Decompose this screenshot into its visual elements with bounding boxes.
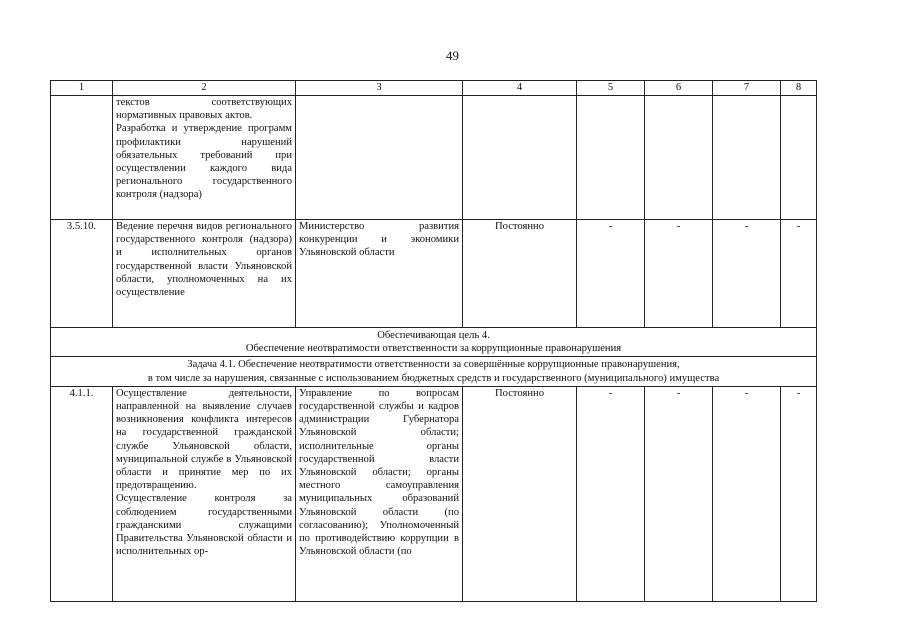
header-col-1: 1: [51, 81, 113, 96]
row-col-6: -: [645, 386, 713, 601]
row-content: [113, 96, 296, 220]
goal-heading: [51, 328, 817, 357]
row-number: [51, 96, 113, 220]
task-title: Задача 4.1. Обеспечение неотвратимости ответственности за совершённые коррупционные правонарушения,: [187, 359, 680, 371]
table-row-continued: [51, 96, 817, 220]
row-col-6: -: [645, 220, 713, 328]
measures-table: [50, 80, 817, 602]
header-row: [51, 81, 817, 96]
row-content: [113, 220, 296, 328]
page-number: 49: [446, 48, 459, 63]
header-col-8: 8: [781, 81, 817, 96]
goal-title: Обеспечивающая цель 4.: [377, 330, 490, 341]
row-col-5: -: [577, 386, 645, 601]
header-col-3: 3: [296, 81, 463, 96]
row-content-paragraph: Разработка и утверждение программ профилактики нарушений обязательных требований при осуществлении каждого вида регионального государственного контроля (надзора): [116, 123, 292, 201]
header-col-7: 7: [713, 81, 781, 96]
row-executor: [296, 96, 463, 220]
header-col-2: 2: [113, 81, 296, 96]
row-executor: Управление по вопросам государственной службы и кадров администрации Губернатора Ульяновской области; исполнительные органы государственной власти Ульяновской области; органы местного самоуправления муниципальных образований Ульяновской области (по согласованию); Уполномоченный по противодействию коррупции в Ульяновской области (по: [296, 386, 463, 601]
row-content-paragraph: текстов соответствующих нормативных правовых актов.: [116, 97, 292, 122]
task-description: в том числе за нарушения, связанные с использованием бюджетных средств и государственного (муниципального) имущества: [147, 372, 720, 384]
row-col-5: [577, 96, 645, 220]
row-col-7: -: [713, 220, 781, 328]
row-content-paragraph: Осуществление деятельности, направленной на выявление случаев возникновения конфликта интересов на государственной гражданской службе Ульяновской области, муниципальной службе в Ульяновской области и принятие мер по их предотвращению.: [116, 387, 292, 492]
row-executor: Министерство развития конкуренции и экономики Ульяновской области: [296, 220, 463, 328]
header-col-4: 4: [463, 81, 577, 96]
row-term: Постоянно: [463, 386, 577, 601]
row-number: 3.5.10.: [51, 220, 113, 328]
header-col-6: 6: [645, 81, 713, 96]
row-number: 4.1.1.: [51, 386, 113, 601]
row-content-paragraph: Осуществление контроля за соблюдением государственными гражданскими служащими Правительства Ульяновской области и исполнительных ор-: [116, 493, 292, 558]
row-term: Постоянно: [463, 220, 577, 328]
row-col-7: -: [713, 386, 781, 601]
row-col-8: -: [781, 220, 817, 328]
row-content: [113, 386, 296, 601]
row-term: [463, 96, 577, 220]
table-row-3-5-10: [51, 220, 817, 328]
row-col-6: [645, 96, 713, 220]
row-col-5: -: [577, 220, 645, 328]
task-heading: [51, 357, 817, 386]
task-section-row: [51, 357, 817, 386]
goal-description: Обеспечение неотвратимости ответственности за коррупционные правонарушения: [245, 343, 622, 355]
header-col-5: 5: [577, 81, 645, 96]
table-row-4-1-1: [51, 386, 817, 601]
goal-section-row: [51, 328, 817, 357]
row-content-paragraph: Ведение перечня видов регионального государственного контроля (надзора) и исполнительных органов государственной власти Ульяновской области, уполномоченных на их осуществление: [116, 221, 292, 299]
row-col-8: -: [781, 386, 817, 601]
row-col-7: [713, 96, 781, 220]
row-col-8: [781, 96, 817, 220]
